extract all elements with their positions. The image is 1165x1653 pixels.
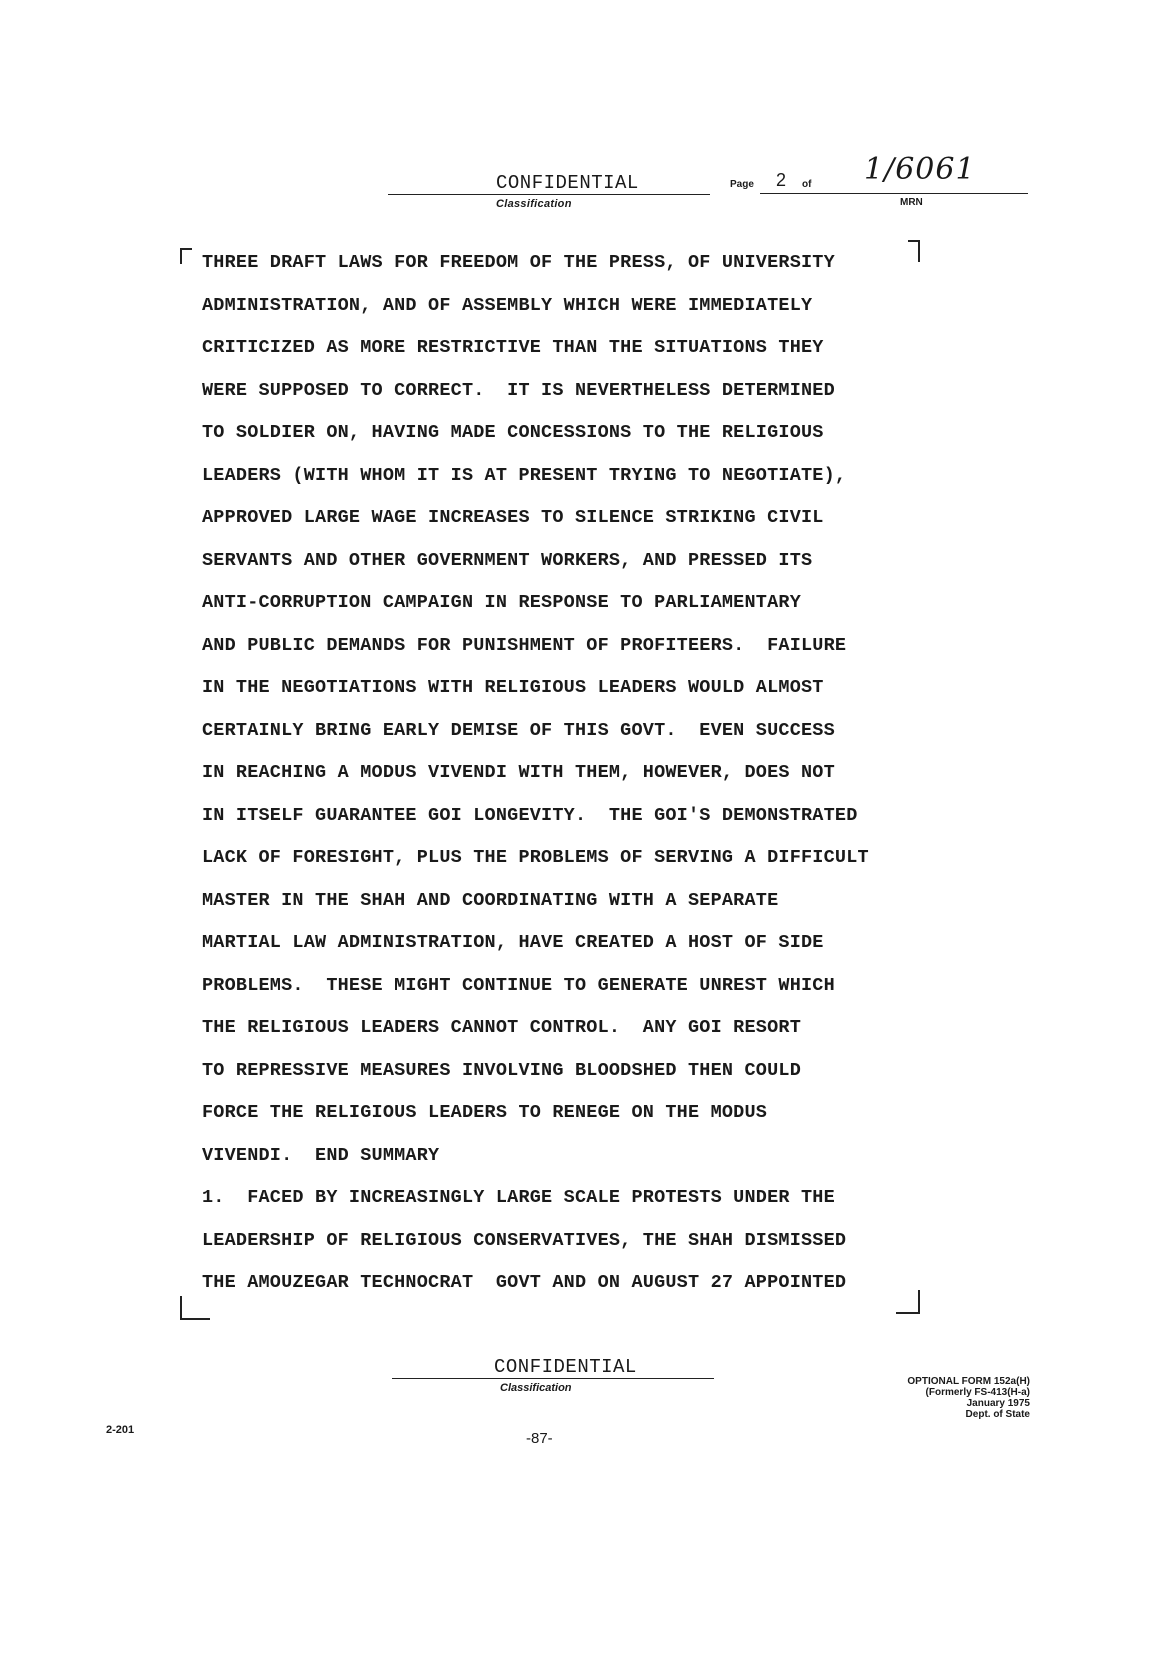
body-line: APPROVED LARGE WAGE INCREASES TO SILENCE STRIKING CIVIL	[202, 507, 824, 528]
header-classification-rule	[388, 194, 710, 195]
body-line: PROBLEMS. THESE MIGHT CONTINUE TO GENERATE UNREST WHICH	[202, 974, 835, 996]
body-line: THE AMOUZEGAR TECHNOCRAT GOVT AND ON AUGUST 27 APPOINTED	[202, 1272, 847, 1293]
body-line: ADMINISTRATION, AND OF ASSEMBLY WHICH WERE IMMEDIATELY	[202, 294, 813, 316]
body-line: FORCE THE RELIGIOUS LEADERS TO RENEGE ON THE MODUS	[202, 1102, 768, 1123]
footer-form-info	[850, 1376, 1030, 1420]
header-classification-label: Classification	[496, 198, 572, 210]
body-line: CRITICIZED AS MORE RESTRICTIVE THAN THE SITUATIONS THEY	[202, 337, 824, 358]
body-line: IN THE NEGOTIATIONS WITH RELIGIOUS LEADERS WOULD ALMOST	[202, 677, 824, 698]
body-line: TO REPRESSIVE MEASURES INVOLVING BLOODSHED THEN COULD	[202, 1059, 801, 1081]
footer-classification: CONFIDENTIAL	[494, 1356, 637, 1378]
footer-form-line: Dept. of State	[965, 1409, 1030, 1420]
footer-form-line: (Formerly FS-413(H-a)	[925, 1387, 1030, 1398]
body-line: CERTAINLY BRING EARLY DEMISE OF THIS GOVT. EVEN SUCCESS	[202, 719, 835, 741]
body-line: WERE SUPPOSED TO CORRECT. IT IS NEVERTHELESS DETERMINED	[202, 379, 835, 401]
body-text	[202, 250, 962, 1313]
body-line: ANTI-CORRUPTION CAMPAIGN IN RESPONSE TO PARLIAMENTARY	[202, 592, 801, 613]
header-page-number: 2	[776, 170, 787, 190]
header-classification: CONFIDENTIAL	[496, 172, 639, 194]
body-line: MARTIAL LAW ADMINISTRATION, HAVE CREATED A HOST OF SIDE	[202, 932, 824, 953]
body-line: SERVANTS AND OTHER GOVERNMENT WORKERS, AND PRESSED ITS	[202, 549, 813, 571]
body-line: THREE DRAFT LAWS FOR FREEDOM OF THE PRESS, OF UNIVERSITY	[202, 252, 835, 273]
body-line: LACK OF FORESIGHT, PLUS THE PROBLEMS OF SERVING A DIFFICULT	[202, 847, 869, 868]
body-line: LEADERS (WITH WHOM IT IS AT PRESENT TRYING TO NEGOTIATE),	[202, 464, 847, 486]
body-line: IN ITSELF GUARANTEE GOI LONGEVITY. THE GOI'S DEMONSTRATED	[202, 804, 858, 826]
body-line: IN REACHING A MODUS VIVENDI WITH THEM, HOWEVER, DOES NOT	[202, 762, 835, 783]
bracket-top-left	[180, 248, 192, 264]
body-line: LEADERSHIP OF RELIGIOUS CONSERVATIVES, THE SHAH DISMISSED	[202, 1229, 847, 1251]
footer-page-number: -87-	[526, 1430, 553, 1447]
footer-form-line: OPTIONAL FORM 152a(H)	[907, 1376, 1030, 1387]
header-mrn: 1/6061	[864, 152, 976, 187]
footer-classification-label: Classification	[500, 1382, 572, 1394]
body-line: MASTER IN THE SHAH AND COORDINATING WITH A SEPARATE	[202, 889, 779, 911]
header-mrn-label: MRN	[900, 197, 923, 208]
header-mrn-rule	[760, 193, 1028, 194]
footer-form-code: 2-201	[106, 1424, 135, 1436]
body-line: VIVENDI. END SUMMARY	[202, 1144, 440, 1166]
body-line: TO SOLDIER ON, HAVING MADE CONCESSIONS TO THE RELIGIOUS	[202, 422, 824, 443]
body-line: THE RELIGIOUS LEADERS CANNOT CONTROL. ANY GOI RESORT	[202, 1017, 801, 1038]
header-page-label: Page	[730, 179, 754, 190]
body-line: 1. FACED BY INCREASINGLY LARGE SCALE PROTESTS UNDER THE	[202, 1187, 835, 1208]
footer-classification-rule	[392, 1378, 714, 1379]
header-of-label: of	[802, 179, 812, 190]
body-line: AND PUBLIC DEMANDS FOR PUNISHMENT OF PROFITEERS. FAILURE	[202, 634, 847, 656]
footer-form-line: January 1975	[966, 1398, 1030, 1409]
